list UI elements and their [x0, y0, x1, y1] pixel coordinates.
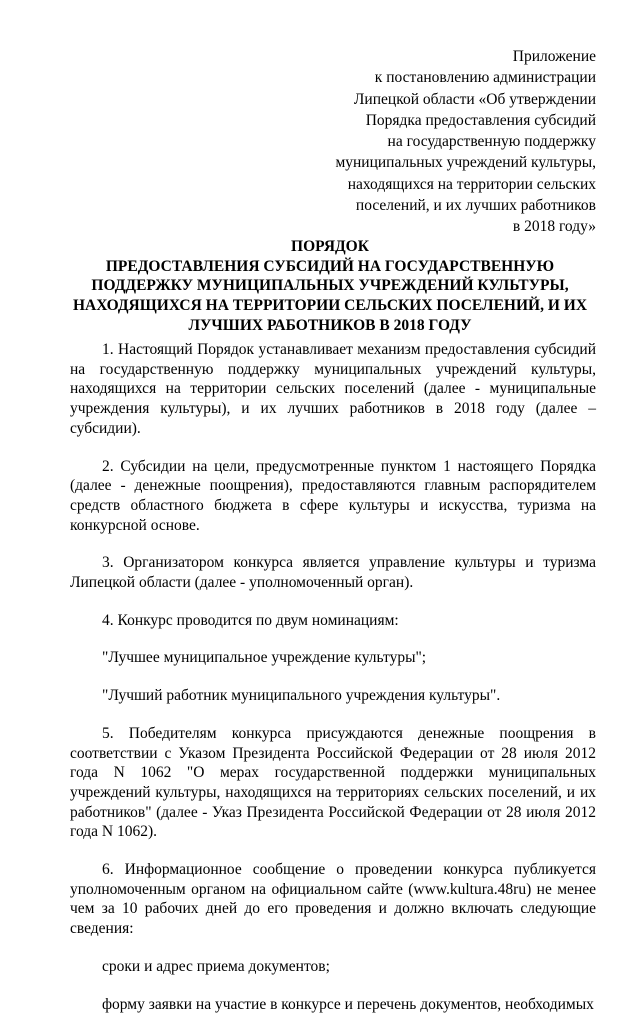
appendix-line: находящихся на территории сельских	[347, 175, 596, 193]
nomination-2: "Лучший работник муниципального учреждения культуры".	[102, 687, 501, 705]
paragraph-4: 4. Конкурс проводится по двум номинациям:	[102, 611, 399, 629]
nomination-1: "Лучшее муниципальное учреждение культуры";	[102, 649, 427, 667]
paragraph-5: 5. Победителям конкурса присуждаются денежные поощрения в соответствии с Указом Президента Российской Федерации от 28 июля 2012 года N 1062 "О мерах государственной поддержки муниципальных учреждений культуры, находящихся на территориях сельских поселений, и их работников" (далее - Указ Президента Российской Федерации от 28 июля 2012 года N 1062).	[70, 724, 596, 841]
document-title	[64, 237, 596, 336]
paragraph-3: 3. Организатором конкурса является управление культуры и туризма Липецкой области (далее - уполномоченный орган).	[70, 554, 596, 592]
paragraph-1: 1. Настоящий Порядок устанавливает механизм предоставления субсидий на государственную поддержку муниципальных учреждений культуры, находящихся на территории сельских поселений (далее - муниципальные учреждения культуры), и их лучших работников в 2018 году (далее – субсидии).	[70, 341, 596, 437]
info-item-1: сроки и адрес приема документов;	[102, 957, 330, 975]
title-line: ПОРЯДОК	[291, 238, 369, 255]
appendix-line: на государственную поддержку	[387, 133, 596, 151]
title-line: ЛУЧШИХ РАБОТНИКОВ В 2018 ГОДУ	[188, 316, 472, 334]
appendix-line: Липецкой области «Об утверждении	[353, 90, 596, 108]
info-item-2: форму заявки на участие в конкурсе и перечень документов, необходимых	[102, 995, 594, 1013]
paragraph-6: 6. Информационное сообщение о проведении конкурса публикуется уполномоченным органом на официальном сайте (www.kultura.48ru) не менее чем за 10 рабочих дней до его проведения и должно включать следующие сведения:	[70, 861, 596, 938]
appendix-line: Приложение	[512, 48, 596, 65]
appendix-line: к постановлению администрации	[374, 69, 596, 87]
appendix-line: муниципальных учреждений культуры,	[335, 154, 596, 172]
title-line: ПОДДЕРЖКУ МУНИЦИПАЛЬНЫХ УЧРЕЖДЕНИЙ КУЛЬТУРЫ,	[91, 277, 569, 295]
paragraph-2: 2. Субсидии на цели, предусмотренные пунктом 1 настоящего Порядка (далее - денежные поощрения), предоставляются главным распорядителем средств областного бюджета в сфере культуры и искусства, туризма на конкурсной основе.	[70, 457, 596, 534]
appendix-header	[335, 46, 596, 238]
title-line: ПРЕДОСТАВЛЕНИЯ СУБСИДИЙ НА ГОСУДАРСТВЕННУЮ	[105, 257, 555, 275]
appendix-line: поселений, и их лучших работников	[355, 197, 596, 215]
title-line: НАХОДЯЩИХСЯ НА ТЕРРИТОРИИ СЕЛЬСКИХ ПОСЕЛЕНИЙ, И ИХ	[72, 297, 588, 315]
appendix-line: Порядка предоставления субсидий	[365, 111, 596, 129]
appendix-line: в 2018 году»	[512, 218, 596, 236]
document-body	[70, 340, 596, 1032]
